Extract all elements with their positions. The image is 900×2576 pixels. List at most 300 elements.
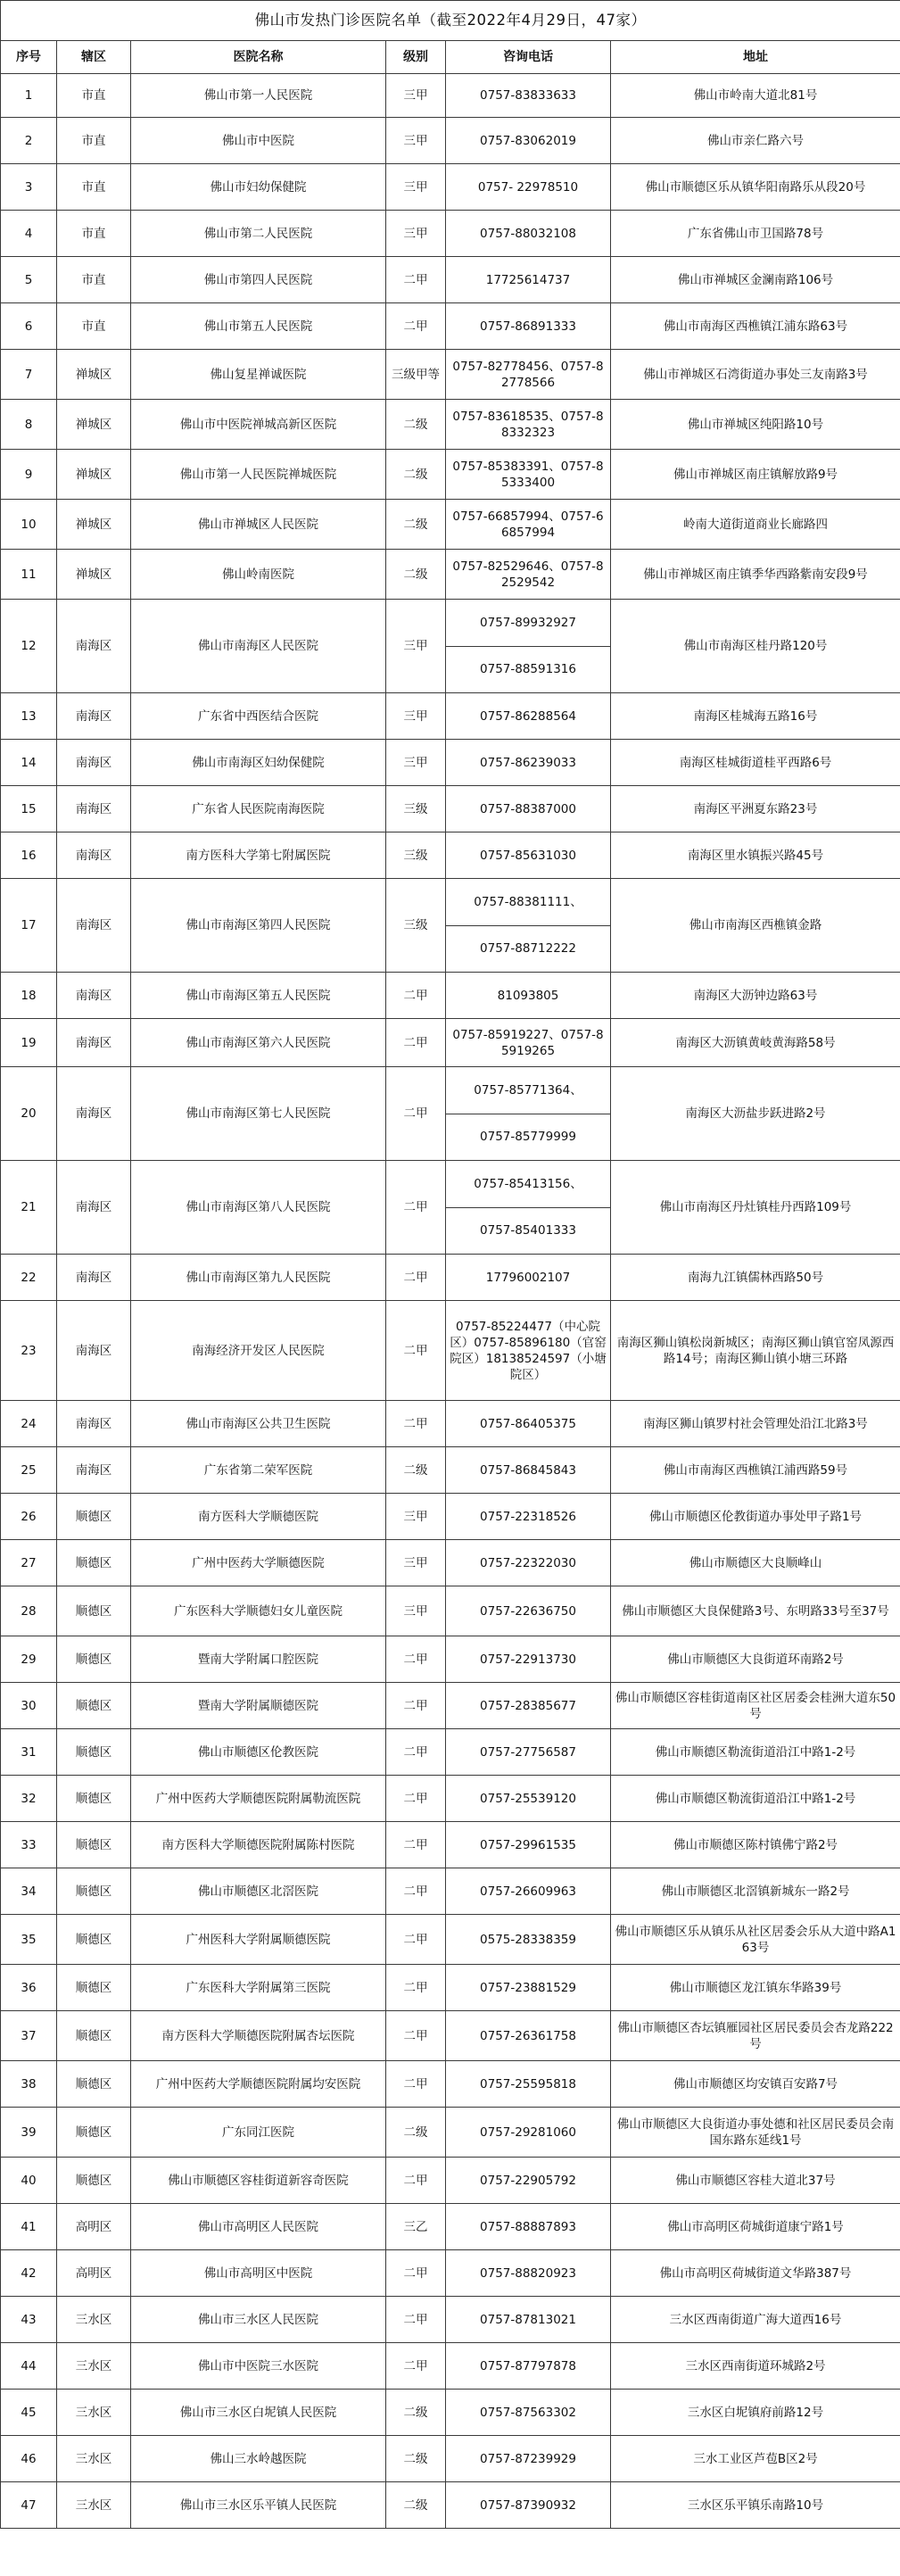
district-cell: 市直 xyxy=(57,211,131,257)
phone-cell: 0757-29961535 xyxy=(446,1822,611,1868)
table-row xyxy=(1,1868,900,1915)
address-cell: 南海区狮山镇罗村社会管理处沿江北路3号 xyxy=(611,1401,900,1447)
hospital-name-cell: 佛山市南海区第七人民医院 xyxy=(131,1067,386,1161)
phone-cell: 0757-88887893 xyxy=(446,2204,611,2250)
district-cell: 南海区 xyxy=(57,1067,131,1161)
district-cell: 禅城区 xyxy=(57,450,131,500)
hospital-name-cell: 南方医科大学第七附属医院 xyxy=(131,832,386,879)
row-number: 34 xyxy=(1,1868,57,1915)
header-address: 地址 xyxy=(611,41,900,74)
table-row xyxy=(1,164,900,211)
phone-cell xyxy=(446,1161,611,1255)
table-row xyxy=(1,550,900,600)
address-cell: 三水区乐平镇乐南路10号 xyxy=(611,2482,900,2529)
row-number: 28 xyxy=(1,1586,57,1636)
phone-cell: 0757-87239929 xyxy=(446,2436,611,2482)
district-cell: 南海区 xyxy=(57,1255,131,1301)
district-cell: 顺德区 xyxy=(57,1776,131,1822)
phone-cell: 0757-88820923 xyxy=(446,2250,611,2297)
level-cell: 二甲 xyxy=(386,2250,446,2297)
level-cell: 二甲 xyxy=(386,2061,446,2108)
district-cell: 顺德区 xyxy=(57,2158,131,2204)
hospital-name-cell: 佛山市南海区第九人民医院 xyxy=(131,1255,386,1301)
district-cell: 三水区 xyxy=(57,2390,131,2436)
hospital-name-cell: 佛山岭南医院 xyxy=(131,550,386,600)
district-cell: 南海区 xyxy=(57,1401,131,1447)
phone-cell: 0757-86239033 xyxy=(446,740,611,786)
phone-line: 0757-88712222 xyxy=(446,925,610,973)
hospital-name-cell: 南方医科大学顺德医院附属陈村医院 xyxy=(131,1822,386,1868)
level-cell: 二甲 xyxy=(386,1401,446,1447)
row-number: 35 xyxy=(1,1915,57,1965)
table-row xyxy=(1,1822,900,1868)
phone-cell: 0757-86405375 xyxy=(446,1401,611,1447)
district-cell: 禅城区 xyxy=(57,550,131,600)
hospital-name-cell: 佛山市南海区妇幼保健院 xyxy=(131,740,386,786)
district-cell: 禅城区 xyxy=(57,350,131,400)
row-number: 31 xyxy=(1,1729,57,1776)
address-cell: 南海区大沥钟边路63号 xyxy=(611,973,900,1019)
district-cell: 南海区 xyxy=(57,1301,131,1401)
hospital-name-cell: 佛山市南海区人民医院 xyxy=(131,600,386,693)
phone-cell: 0757-85224477（中心院区）0757-85896180（官窑院区）18138524597（小塘院区） xyxy=(446,1301,611,1401)
row-number: 22 xyxy=(1,1255,57,1301)
district-cell: 市直 xyxy=(57,303,131,350)
table-row xyxy=(1,1915,900,1965)
level-cell: 二甲 xyxy=(386,1683,446,1729)
header-name: 医院名称 xyxy=(131,41,386,74)
address-cell: 南海区平洲夏东路23号 xyxy=(611,786,900,832)
level-cell: 三甲 xyxy=(386,1540,446,1586)
address-cell: 佛山市顺德区大良顺峰山 xyxy=(611,1540,900,1586)
table-row xyxy=(1,2108,900,2158)
district-cell: 市直 xyxy=(57,118,131,164)
address-cell: 佛山市高明区荷城街道康宁路1号 xyxy=(611,2204,900,2250)
level-cell: 二级 xyxy=(386,2390,446,2436)
district-cell: 顺德区 xyxy=(57,1683,131,1729)
hospital-name-cell: 广州医科大学附属顺德医院 xyxy=(131,1915,386,1965)
level-cell: 二甲 xyxy=(386,1822,446,1868)
hospital-name-cell: 佛山市第一人民医院禅城医院 xyxy=(131,450,386,500)
row-number: 20 xyxy=(1,1067,57,1161)
hospital-name-cell: 广州中医药大学顺德医院附属勒流医院 xyxy=(131,1776,386,1822)
title-row xyxy=(1,1,900,41)
table-row xyxy=(1,693,900,740)
address-cell: 佛山市顺德区乐从镇华阳南路乐从段20号 xyxy=(611,164,900,211)
hospital-name-cell: 佛山市第五人民医院 xyxy=(131,303,386,350)
row-number: 17 xyxy=(1,879,57,973)
level-cell: 三甲 xyxy=(386,211,446,257)
level-cell: 三级 xyxy=(386,832,446,879)
hospital-name-cell: 南方医科大学顺德医院 xyxy=(131,1494,386,1540)
phone-cell: 0757-22905792 xyxy=(446,2158,611,2204)
hospital-name-cell: 佛山市顺德区北滘医院 xyxy=(131,1868,386,1915)
hospital-name-cell: 佛山市三水区人民医院 xyxy=(131,2297,386,2343)
table-row xyxy=(1,1447,900,1494)
hospital-name-cell: 广州中医药大学顺德医院附属均安医院 xyxy=(131,2061,386,2108)
district-cell: 三水区 xyxy=(57,2343,131,2390)
hospital-name-cell: 佛山市高明区人民医院 xyxy=(131,2204,386,2250)
address-cell: 佛山市顺德区伦教街道办事处甲子路1号 xyxy=(611,1494,900,1540)
table-row xyxy=(1,2436,900,2482)
table-row xyxy=(1,2482,900,2529)
row-number: 19 xyxy=(1,1019,57,1067)
row-number: 16 xyxy=(1,832,57,879)
district-cell: 顺德区 xyxy=(57,1586,131,1636)
hospital-name-cell: 佛山市南海区第四人民医院 xyxy=(131,879,386,973)
phone-cell: 0757-22913730 xyxy=(446,1636,611,1683)
table-row xyxy=(1,2343,900,2390)
hospital-name-cell: 佛山市高明区中医院 xyxy=(131,2250,386,2297)
phone-cell: 81093805 xyxy=(446,973,611,1019)
row-number: 18 xyxy=(1,973,57,1019)
table-row xyxy=(1,257,900,303)
phone-cell: 0757-87390932 xyxy=(446,2482,611,2529)
district-cell: 禅城区 xyxy=(57,400,131,450)
hospital-name-cell: 佛山三水岭越医院 xyxy=(131,2436,386,2482)
phone-line: 0757-85771364、 xyxy=(474,1082,582,1097)
phone-cell: 0757-85383391、0757-85333400 xyxy=(446,450,611,500)
hospital-name-cell: 广东省第二荣军医院 xyxy=(131,1447,386,1494)
phone-cell: 0757-22322030 xyxy=(446,1540,611,1586)
table-row xyxy=(1,450,900,500)
district-cell: 顺德区 xyxy=(57,1822,131,1868)
phone-cell: 0575-28338359 xyxy=(446,1915,611,1965)
row-number: 8 xyxy=(1,400,57,450)
table-row xyxy=(1,1255,900,1301)
table-row xyxy=(1,400,900,450)
table-row xyxy=(1,786,900,832)
table-row xyxy=(1,2390,900,2436)
hospital-name-cell: 佛山市禅城区人民医院 xyxy=(131,500,386,550)
table-row xyxy=(1,1729,900,1776)
address-cell: 佛山市禅城区石湾街道办事处三友南路3号 xyxy=(611,350,900,400)
address-cell: 佛山市顺德区容桂大道北37号 xyxy=(611,2158,900,2204)
row-number: 44 xyxy=(1,2343,57,2390)
table-row xyxy=(1,1301,900,1401)
level-cell: 三甲 xyxy=(386,740,446,786)
level-cell: 二级 xyxy=(386,2108,446,2158)
header-row xyxy=(1,41,900,74)
table-row xyxy=(1,2297,900,2343)
hospital-name-cell: 佛山复星禅诚医院 xyxy=(131,350,386,400)
address-cell: 三水区西南街道环城路2号 xyxy=(611,2343,900,2390)
phone-line: 0757-88591316 xyxy=(446,646,610,693)
phone-cell: 0757-23881529 xyxy=(446,1965,611,2011)
hospital-name-cell: 暨南大学附属口腔医院 xyxy=(131,1636,386,1683)
row-number: 23 xyxy=(1,1301,57,1401)
header-phone: 咨询电话 xyxy=(446,41,611,74)
level-cell: 二级 xyxy=(386,550,446,600)
level-cell: 二甲 xyxy=(386,2343,446,2390)
phone-cell: 0757-66857994、0757-66857994 xyxy=(446,500,611,550)
address-cell: 三水区西南街道广海大道西16号 xyxy=(611,2297,900,2343)
row-number: 40 xyxy=(1,2158,57,2204)
level-cell: 二甲 xyxy=(386,2158,446,2204)
hospital-name-cell: 佛山市第一人民医院 xyxy=(131,74,386,118)
level-cell: 二级 xyxy=(386,450,446,500)
phone-cell: 0757-82529646、0757-82529542 xyxy=(446,550,611,600)
level-cell: 三乙 xyxy=(386,2204,446,2250)
row-number: 47 xyxy=(1,2482,57,2529)
table-row xyxy=(1,1586,900,1636)
row-number: 15 xyxy=(1,786,57,832)
address-cell: 佛山市南海区桂丹路120号 xyxy=(611,600,900,693)
table-row xyxy=(1,600,900,693)
district-cell: 顺德区 xyxy=(57,1494,131,1540)
district-cell: 南海区 xyxy=(57,973,131,1019)
phone-cell: 0757-87563302 xyxy=(446,2390,611,2436)
level-cell: 二级 xyxy=(386,500,446,550)
table-row xyxy=(1,500,900,550)
phone-cell: 0757-26609963 xyxy=(446,1868,611,1915)
table-row xyxy=(1,1965,900,2011)
level-cell: 三甲 xyxy=(386,600,446,693)
phone-cell: 17796002107 xyxy=(446,1255,611,1301)
table-row xyxy=(1,303,900,350)
level-cell: 二甲 xyxy=(386,1301,446,1401)
district-cell: 高明区 xyxy=(57,2250,131,2297)
header-level: 级别 xyxy=(386,41,446,74)
row-number: 11 xyxy=(1,550,57,600)
phone-cell: 0757-88387000 xyxy=(446,786,611,832)
table-row xyxy=(1,2061,900,2108)
district-cell: 顺德区 xyxy=(57,1965,131,2011)
address-cell: 佛山市南海区西樵镇金路 xyxy=(611,879,900,973)
row-number: 3 xyxy=(1,164,57,211)
row-number: 14 xyxy=(1,740,57,786)
level-cell: 三甲 xyxy=(386,164,446,211)
district-cell: 顺德区 xyxy=(57,1540,131,1586)
table-row xyxy=(1,879,900,973)
address-cell: 佛山市禅城区金澜南路106号 xyxy=(611,257,900,303)
hospital-name-cell: 广州中医药大学顺德医院 xyxy=(131,1540,386,1586)
hospital-name-cell: 佛山市南海区第六人民医院 xyxy=(131,1019,386,1067)
address-cell: 岭南大道街道商业长廊路四 xyxy=(611,500,900,550)
level-cell: 二级 xyxy=(386,2482,446,2529)
hospital-name-cell: 佛山市顺德区容桂街道新容奇医院 xyxy=(131,2158,386,2204)
hospital-name-cell: 佛山市南海区第八人民医院 xyxy=(131,1161,386,1255)
table-row xyxy=(1,74,900,118)
level-cell: 三级甲等 xyxy=(386,350,446,400)
address-cell: 佛山市顺德区陈村镇佛宁路2号 xyxy=(611,1822,900,1868)
phone-cell: 0757-22636750 xyxy=(446,1586,611,1636)
level-cell: 二甲 xyxy=(386,1161,446,1255)
hospital-name-cell: 暨南大学附属顺德医院 xyxy=(131,1683,386,1729)
phone-line: 0757-89932927 xyxy=(480,615,576,630)
level-cell: 二甲 xyxy=(386,2011,446,2061)
level-cell: 三级 xyxy=(386,879,446,973)
hospital-name-cell: 广东同江医院 xyxy=(131,2108,386,2158)
level-cell: 二甲 xyxy=(386,303,446,350)
level-cell: 二甲 xyxy=(386,1636,446,1683)
phone-cell: 17725614737 xyxy=(446,257,611,303)
level-cell: 二甲 xyxy=(386,1868,446,1915)
district-cell: 顺德区 xyxy=(57,2011,131,2061)
table-row xyxy=(1,1019,900,1067)
address-cell: 佛山市顺德区均安镇百安路7号 xyxy=(611,2061,900,2108)
phone-cell: 0757-28385677 xyxy=(446,1683,611,1729)
district-cell: 南海区 xyxy=(57,693,131,740)
hospital-name-cell: 广东省中西医结合医院 xyxy=(131,693,386,740)
district-cell: 南海区 xyxy=(57,1161,131,1255)
row-number: 32 xyxy=(1,1776,57,1822)
level-cell: 二甲 xyxy=(386,973,446,1019)
hospital-name-cell: 广东医科大学附属第三医院 xyxy=(131,1965,386,2011)
hospital-name-cell: 佛山市中医院三水医院 xyxy=(131,2343,386,2390)
address-cell: 佛山市顺德区大良保健路3号、东明路33号至37号 xyxy=(611,1586,900,1636)
district-cell: 顺德区 xyxy=(57,1636,131,1683)
row-number: 39 xyxy=(1,2108,57,2158)
phone-cell: 0757-86845843 xyxy=(446,1447,611,1494)
row-number: 4 xyxy=(1,211,57,257)
level-cell: 二甲 xyxy=(386,1019,446,1067)
district-cell: 顺德区 xyxy=(57,1868,131,1915)
phone-cell xyxy=(446,1067,611,1161)
district-cell: 市直 xyxy=(57,74,131,118)
district-cell: 市直 xyxy=(57,164,131,211)
phone-line: 0757-85779999 xyxy=(446,1114,610,1161)
address-cell: 佛山市顺德区杏坛镇雁园社区居民委员会杏龙路222号 xyxy=(611,2011,900,2061)
address-cell: 佛山市顺德区容桂街道南区社区居委会桂洲大道东50号 xyxy=(611,1683,900,1729)
row-number: 38 xyxy=(1,2061,57,2108)
district-cell: 三水区 xyxy=(57,2297,131,2343)
phone-cell xyxy=(446,879,611,973)
table-row xyxy=(1,350,900,400)
address-cell: 佛山市南海区西樵镇江浦西路59号 xyxy=(611,1447,900,1494)
district-cell: 高明区 xyxy=(57,2204,131,2250)
address-cell: 佛山市顺德区大良街道环南路2号 xyxy=(611,1636,900,1683)
address-cell: 南海区里水镇振兴路45号 xyxy=(611,832,900,879)
row-number: 46 xyxy=(1,2436,57,2482)
header-no: 序号 xyxy=(1,41,57,74)
hospital-name-cell: 广东省人民医院南海医院 xyxy=(131,786,386,832)
table-row xyxy=(1,118,900,164)
phone-line: 0757-88381111、 xyxy=(474,894,582,909)
district-cell: 三水区 xyxy=(57,2482,131,2529)
hospital-name-cell: 佛山市南海区第五人民医院 xyxy=(131,973,386,1019)
address-cell: 南海区大沥盐步跃进路2号 xyxy=(611,1067,900,1161)
address-cell: 佛山市顺德区北滘镇新城东一路2号 xyxy=(611,1868,900,1915)
hospital-name-cell: 南海经济开发区人民医院 xyxy=(131,1301,386,1401)
header-district: 辖区 xyxy=(57,41,131,74)
row-number: 7 xyxy=(1,350,57,400)
address-cell: 三水区白坭镇府前路12号 xyxy=(611,2390,900,2436)
row-number: 12 xyxy=(1,600,57,693)
table-row xyxy=(1,832,900,879)
phone-cell: 0757-27756587 xyxy=(446,1729,611,1776)
row-number: 2 xyxy=(1,118,57,164)
address-cell: 南海区桂城海五路16号 xyxy=(611,693,900,740)
row-number: 26 xyxy=(1,1494,57,1540)
table-row xyxy=(1,1161,900,1255)
level-cell: 二级 xyxy=(386,2436,446,2482)
table-title: 佛山市发热门诊医院名单（截至2022年4月29日，47家） xyxy=(1,1,900,41)
table-row xyxy=(1,1683,900,1729)
table-row xyxy=(1,973,900,1019)
address-cell: 南海区大沥镇黄岐黄海路58号 xyxy=(611,1019,900,1067)
phone-cell: 0757-87797878 xyxy=(446,2343,611,2390)
level-cell: 二甲 xyxy=(386,1255,446,1301)
level-cell: 三甲 xyxy=(386,1586,446,1636)
district-cell: 南海区 xyxy=(57,879,131,973)
district-cell: 顺德区 xyxy=(57,2108,131,2158)
row-number: 24 xyxy=(1,1401,57,1447)
address-cell: 佛山市南海区西樵镇江浦东路63号 xyxy=(611,303,900,350)
address-cell: 佛山市岭南大道北81号 xyxy=(611,74,900,118)
table-row xyxy=(1,2011,900,2061)
hospital-name-cell: 广东医科大学顺德妇女儿童医院 xyxy=(131,1586,386,1636)
address-cell: 广东省佛山市卫国路78号 xyxy=(611,211,900,257)
address-cell: 佛山市禅城区纯阳路10号 xyxy=(611,400,900,450)
level-cell: 三甲 xyxy=(386,74,446,118)
table-row xyxy=(1,1067,900,1161)
level-cell: 三甲 xyxy=(386,1494,446,1540)
table-row xyxy=(1,1540,900,1586)
phone-cell: 0757-83062019 xyxy=(446,118,611,164)
phone-cell xyxy=(446,600,611,693)
address-cell: 佛山市顺德区勒流街道沿江中路1-2号 xyxy=(611,1776,900,1822)
district-cell: 南海区 xyxy=(57,1447,131,1494)
address-cell: 佛山市顺德区龙江镇东华路39号 xyxy=(611,1965,900,2011)
row-number: 42 xyxy=(1,2250,57,2297)
address-cell: 南海区狮山镇松岗新城区；南海区狮山镇官窑凤源西路14号；南海区狮山镇小塘三环路 xyxy=(611,1301,900,1401)
district-cell: 市直 xyxy=(57,257,131,303)
row-number: 21 xyxy=(1,1161,57,1255)
level-cell: 三甲 xyxy=(386,118,446,164)
hospital-name-cell: 佛山市中医院 xyxy=(131,118,386,164)
phone-line: 0757-85413156、 xyxy=(474,1176,582,1191)
table-row xyxy=(1,2204,900,2250)
hospital-name-cell: 佛山市妇幼保健院 xyxy=(131,164,386,211)
table-row xyxy=(1,1636,900,1683)
address-cell: 佛山市顺德区勒流街道沿江中路1-2号 xyxy=(611,1729,900,1776)
level-cell: 二甲 xyxy=(386,1776,446,1822)
level-cell: 二甲 xyxy=(386,1965,446,2011)
phone-cell: 0757-26361758 xyxy=(446,2011,611,2061)
row-number: 10 xyxy=(1,500,57,550)
level-cell: 三级 xyxy=(386,786,446,832)
row-number: 6 xyxy=(1,303,57,350)
address-cell: 佛山市亲仁路六号 xyxy=(611,118,900,164)
phone-line: 0757-85401333 xyxy=(446,1207,610,1255)
address-cell: 佛山市禅城区南庄镇解放路9号 xyxy=(611,450,900,500)
row-number: 37 xyxy=(1,2011,57,2061)
district-cell: 三水区 xyxy=(57,2436,131,2482)
table-row xyxy=(1,1776,900,1822)
hospital-name-cell: 佛山市三水区乐平镇人民医院 xyxy=(131,2482,386,2529)
row-number: 13 xyxy=(1,693,57,740)
address-cell: 佛山市顺德区乐从镇乐从社区居委会乐从大道中路A163号 xyxy=(611,1915,900,1965)
hospital-name-cell: 佛山市中医院禅城高新区医院 xyxy=(131,400,386,450)
district-cell: 南海区 xyxy=(57,600,131,693)
level-cell: 二甲 xyxy=(386,2297,446,2343)
row-number: 45 xyxy=(1,2390,57,2436)
row-number: 43 xyxy=(1,2297,57,2343)
address-cell: 佛山市南海区丹灶镇桂丹西路109号 xyxy=(611,1161,900,1255)
hospital-name-cell: 佛山市三水区白坭镇人民医院 xyxy=(131,2390,386,2436)
row-number: 27 xyxy=(1,1540,57,1586)
level-cell: 二甲 xyxy=(386,1729,446,1776)
district-cell: 南海区 xyxy=(57,786,131,832)
table-row xyxy=(1,1401,900,1447)
table-row xyxy=(1,2158,900,2204)
level-cell: 二甲 xyxy=(386,1915,446,1965)
row-number: 36 xyxy=(1,1965,57,2011)
address-cell: 佛山市禅城区南庄镇季华西路紫南安段9号 xyxy=(611,550,900,600)
level-cell: 二级 xyxy=(386,1447,446,1494)
row-number: 30 xyxy=(1,1683,57,1729)
